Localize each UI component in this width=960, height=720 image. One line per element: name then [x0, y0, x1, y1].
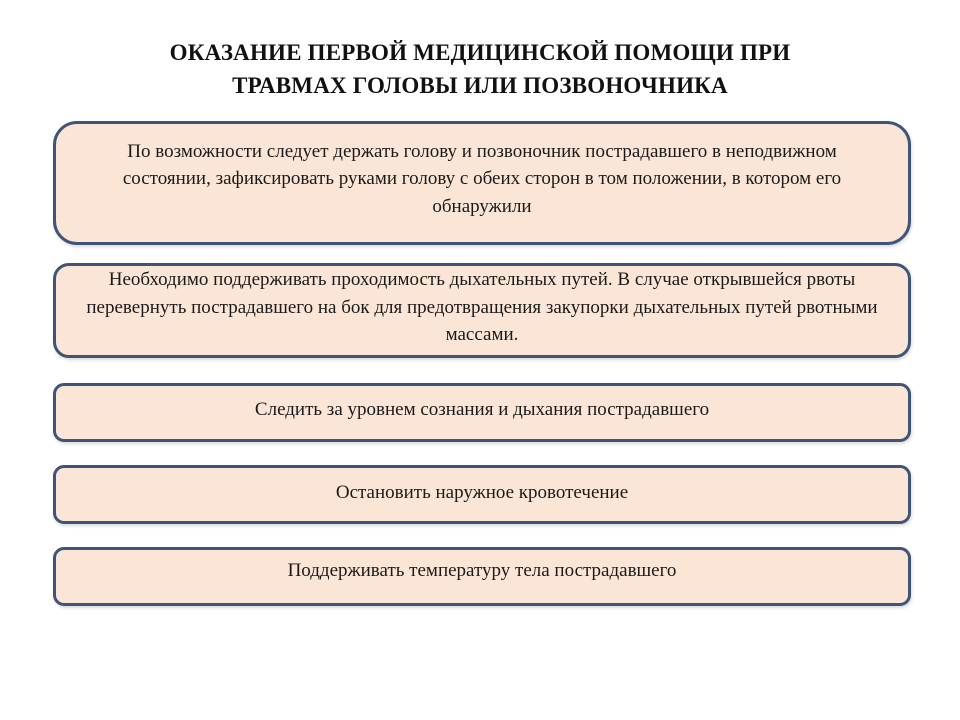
slide-title-line-1: ОКАЗАНИЕ ПЕРВОЙ МЕДИЦИНСКОЙ ПОМОЩИ ПРИ [169, 40, 791, 65]
step-text-1: По возможности следует держать голову и позвоночник пострадавшего в неподвижном состоянии, зафиксировать руками голову с обеих сторон в том положении, в котором его обнаружили [122, 140, 842, 217]
step-text-5: Поддерживать температуру тела пострадавшего [287, 559, 677, 581]
step-text-4: Остановить наружное кровотечение [335, 482, 629, 504]
slide-title [40, 36, 920, 102]
step-box-1 [53, 121, 911, 245]
step-text-3: Следить за уровнем сознания и дыхания пострадавшего [254, 398, 710, 420]
step-box-2 [53, 263, 911, 358]
step-box-3 [53, 383, 911, 442]
step-box-5 [53, 547, 911, 606]
step-box-4 [53, 465, 911, 524]
slide-title-line-2: ТРАВМАХ ГОЛОВЫ ИЛИ ПОЗВОНОЧНИКА [232, 73, 728, 98]
step-text-2: Необходимо поддерживать проходимость дыхательных путей. В случае открывшейся рвоты перевернуть пострадавшего на бок для предотвращения закупорки дыхательных путей рвотными массами. [86, 269, 878, 346]
